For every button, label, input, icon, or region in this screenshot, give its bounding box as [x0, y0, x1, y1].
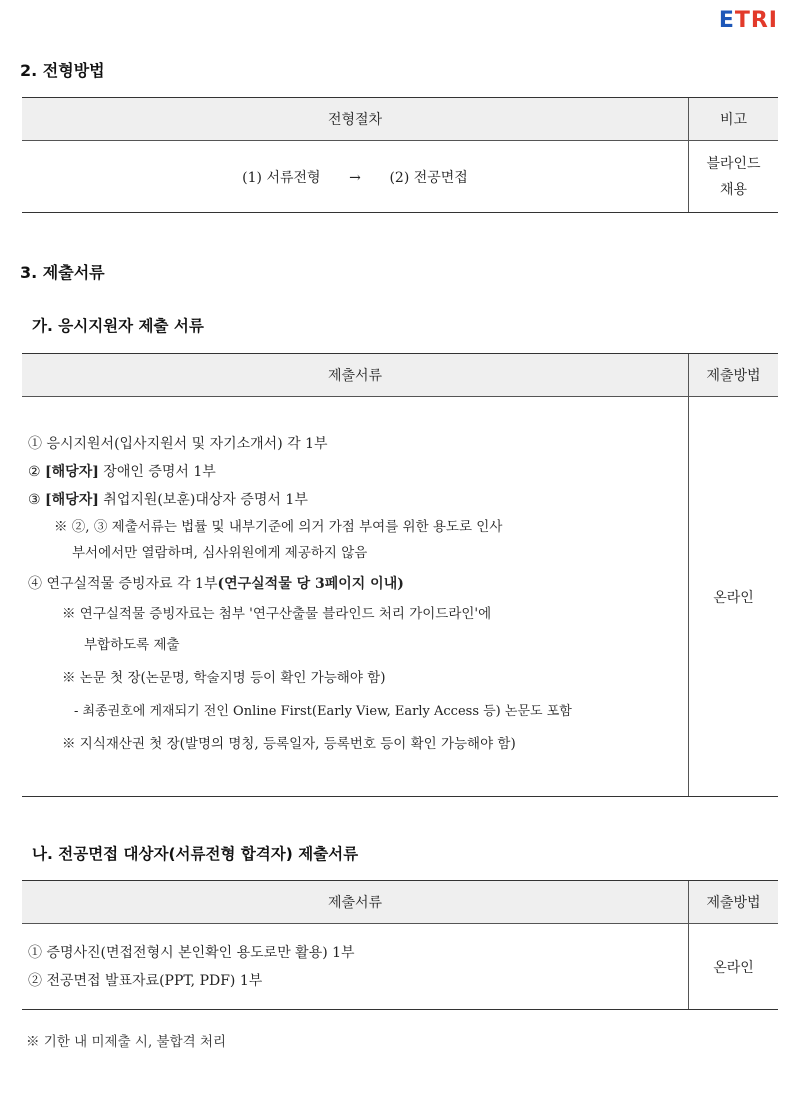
remarks-line-1: 블라인드: [706, 155, 761, 172]
applicant-documents-table: [22, 353, 778, 797]
list-item: ④ 연구실적물 증빙자료 각 1부(연구실적물 당 3페이지 이내): [28, 575, 404, 592]
section-heading-documents: 3. 제출서류: [20, 263, 105, 282]
arrow-icon: →: [349, 169, 361, 186]
list-item: ② 전공면접 발표자료(PPT, PDF) 1부: [28, 972, 263, 989]
header-method: 제출방법: [689, 354, 779, 397]
list-item: ① 응시지원서(입사지원서 및 자기소개서) 각 1부: [28, 435, 328, 452]
note-text: 부서에서만 열람하며, 심사위원에게 제공하지 않음: [72, 544, 368, 561]
note-text: - 최종권호에 게재되기 전인 Online First(Early View, Early Access 등) 논문도 포함: [74, 703, 572, 719]
list-item: ② [해당자] 장애인 증명서 1부: [28, 463, 216, 480]
note-text: ※ 연구실적물 증빙자료는 첨부 '연구산출물 블라인드 처리 가이드라인'에: [62, 605, 492, 622]
documents-list: [22, 397, 689, 797]
header-remarks: 비고: [689, 98, 779, 141]
footer-note: ※ 기한 내 미제출 시, 불합격 처리: [26, 1034, 227, 1050]
header-documents: 제출서류: [22, 354, 689, 397]
process-steps: [22, 141, 689, 213]
header-process: 전형절차: [22, 98, 689, 141]
documents-list: [22, 924, 689, 1010]
section-heading-selection-method: 2. 전형방법: [20, 61, 105, 80]
step-interview: (2) 전공면접: [389, 169, 468, 186]
note-text: 부합하도록 제출: [84, 636, 180, 653]
remarks-line-2: 채용: [719, 181, 748, 198]
note-text: ※ 지식재산권 첫 장(발명의 명칭, 등록일자, 등록번호 등이 확인 가능해야 함): [62, 735, 516, 752]
selection-process-table: [22, 97, 778, 213]
header-documents: 제출서류: [22, 881, 689, 924]
step-document-screening: (1) 서류전형: [242, 169, 321, 186]
header-method: 제출방법: [689, 881, 779, 924]
method-online: 온라인: [689, 924, 779, 1010]
remarks-cell: [689, 141, 779, 213]
etri-logo: ETRI: [718, 8, 778, 33]
list-item: ③ [해당자] 취업지원(보훈)대상자 증명서 1부: [28, 491, 308, 508]
interviewee-documents-table: [22, 880, 778, 1010]
note-text: ※ ②, ③ 제출서류는 법률 및 내부기준에 의거 가점 부여를 위한 용도로 인사: [54, 518, 503, 535]
note-text: ※ 논문 첫 장(논문명, 학술지명 등이 확인 가능해야 함): [62, 669, 386, 686]
subsection-heading-applicants: 가. 응시지원자 제출 서류: [32, 317, 204, 335]
method-online: 온라인: [689, 397, 779, 797]
list-item: ① 증명사진(면접전형시 본인확인 용도로만 활용) 1부: [28, 944, 355, 961]
subsection-heading-interviewees: 나. 전공면접 대상자(서류전형 합격자) 제출서류: [32, 845, 359, 863]
